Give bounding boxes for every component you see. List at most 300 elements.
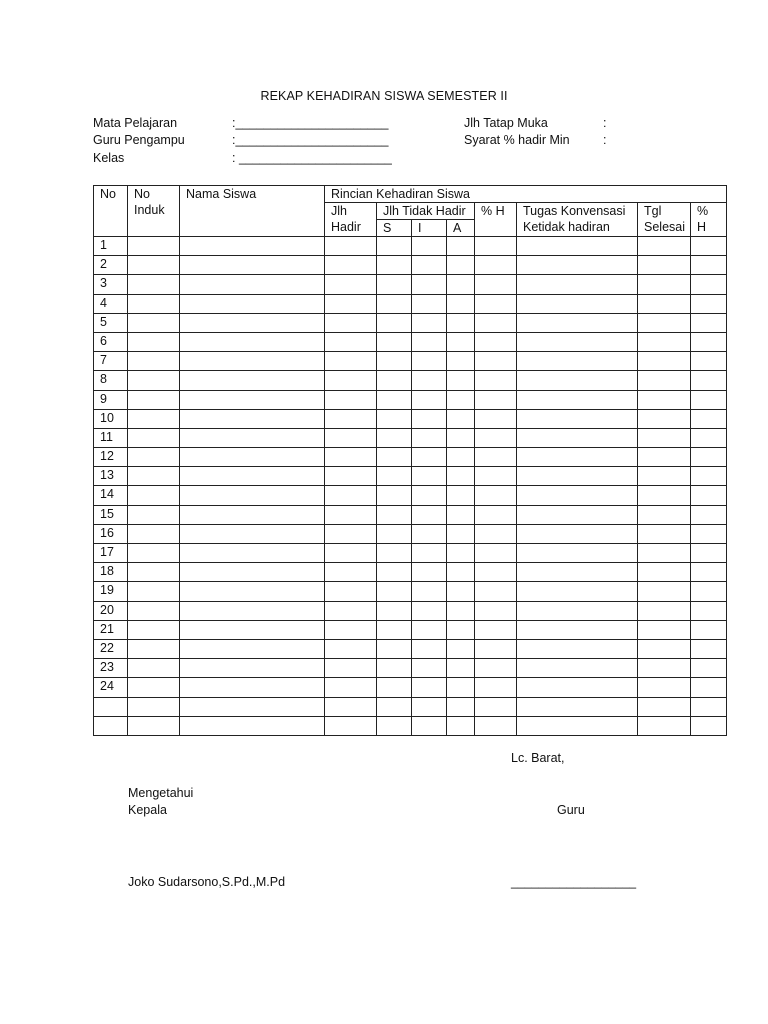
empty-cell (447, 563, 475, 582)
kepala-label: Kepala (128, 803, 167, 817)
empty-cell (517, 467, 638, 486)
empty-cell (691, 582, 727, 601)
empty-cell (447, 256, 475, 275)
empty-cell (412, 390, 447, 409)
empty-cell (517, 563, 638, 582)
empty-cell (447, 544, 475, 563)
field-colon-jlh-tatap-muka: : (603, 116, 607, 130)
empty-cell (638, 620, 691, 639)
empty-cell (691, 639, 727, 658)
empty-cell (447, 275, 475, 294)
empty-cell (325, 237, 377, 256)
empty-cell (475, 275, 517, 294)
row-number-cell: 16 (94, 524, 128, 543)
empty-cell (325, 678, 377, 697)
empty-cell (475, 352, 517, 371)
table-row (94, 409, 727, 428)
empty-cell (691, 237, 727, 256)
empty-cell (475, 237, 517, 256)
empty-cell (412, 448, 447, 467)
place-date: Lc. Barat, (511, 751, 565, 765)
table-row (94, 256, 727, 275)
empty-cell (447, 678, 475, 697)
empty-cell (377, 237, 412, 256)
empty-cell (517, 544, 638, 563)
row-number-cell: 17 (94, 544, 128, 563)
empty-cell (325, 313, 377, 332)
empty-cell (128, 275, 180, 294)
empty-cell (475, 486, 517, 505)
empty-cell (691, 659, 727, 678)
empty-cell (377, 544, 412, 563)
empty-cell (691, 256, 727, 275)
empty-cell (447, 294, 475, 313)
header-no-induk: No Induk (128, 186, 180, 237)
empty-cell (412, 428, 447, 447)
table-row (94, 390, 727, 409)
field-label-mata-pelajaran: Mata Pelajaran (93, 116, 178, 130)
empty-cell (325, 352, 377, 371)
empty-cell (377, 332, 412, 351)
table-row (94, 582, 727, 601)
row-number-cell: 2 (94, 256, 128, 275)
empty-cell (475, 639, 517, 658)
row-number-cell: 4 (94, 294, 128, 313)
empty-cell (128, 352, 180, 371)
table-row (94, 313, 727, 332)
empty-cell (325, 390, 377, 409)
empty-cell (325, 659, 377, 678)
table-row (94, 467, 727, 486)
row-number-cell: 6 (94, 332, 128, 351)
empty-cell (180, 601, 325, 620)
empty-cell (412, 275, 447, 294)
empty-cell (377, 371, 412, 390)
empty-cell (691, 428, 727, 447)
empty-cell (180, 448, 325, 467)
empty-cell (377, 505, 412, 524)
empty-cell (128, 371, 180, 390)
field-label-guru-pengampu: Guru Pengampu (93, 133, 185, 147)
empty-cell (638, 237, 691, 256)
table-row (94, 639, 727, 658)
empty-cell (517, 313, 638, 332)
empty-cell (638, 428, 691, 447)
empty-cell (377, 620, 412, 639)
empty-cell (447, 352, 475, 371)
empty-cell (377, 467, 412, 486)
empty-cell (517, 601, 638, 620)
empty-cell (377, 659, 412, 678)
empty-cell (180, 659, 325, 678)
empty-cell (377, 563, 412, 582)
empty-cell (128, 428, 180, 447)
empty-cell (325, 256, 377, 275)
empty-cell (128, 256, 180, 275)
empty-cell (128, 467, 180, 486)
empty-cell (180, 332, 325, 351)
empty-cell (517, 390, 638, 409)
empty-cell (475, 409, 517, 428)
empty-cell (180, 237, 325, 256)
header-percent-h-final: % H (691, 203, 727, 237)
table-row (94, 275, 727, 294)
empty-cell (325, 428, 377, 447)
empty-cell (128, 659, 180, 678)
empty-cell (638, 409, 691, 428)
empty-cell (412, 678, 447, 697)
empty-cell (325, 332, 377, 351)
field-line-mata-pelajaran: :______________________ (232, 116, 389, 130)
empty-cell (412, 313, 447, 332)
empty-cell (128, 332, 180, 351)
row-number-cell: 15 (94, 505, 128, 524)
kepala-name: Joko Sudarsono,S.Pd.,M.Pd (128, 875, 286, 889)
field-line-guru-pengampu: :______________________ (232, 133, 389, 147)
table-row (94, 697, 727, 716)
empty-cell (517, 486, 638, 505)
field-label-syarat-hadir: Syarat % hadir Min (464, 133, 570, 147)
table-row (94, 544, 727, 563)
empty-cell (325, 409, 377, 428)
empty-cell (412, 352, 447, 371)
table-row (94, 371, 727, 390)
empty-cell (447, 409, 475, 428)
empty-cell (128, 505, 180, 524)
empty-cell (475, 467, 517, 486)
empty-cell (412, 544, 447, 563)
empty-cell (447, 639, 475, 658)
empty-cell (377, 697, 412, 716)
empty-cell (325, 505, 377, 524)
empty-cell (447, 620, 475, 639)
empty-cell (128, 486, 180, 505)
empty-cell (517, 294, 638, 313)
empty-cell (638, 352, 691, 371)
empty-cell (180, 505, 325, 524)
empty-cell (517, 256, 638, 275)
row-number-cell: 11 (94, 428, 128, 447)
empty-cell (128, 544, 180, 563)
empty-cell (128, 448, 180, 467)
field-label-jlh-tatap-muka: Jlh Tatap Muka (464, 116, 548, 130)
empty-cell (325, 448, 377, 467)
empty-cell (638, 313, 691, 332)
empty-cell (180, 697, 325, 716)
empty-cell (128, 409, 180, 428)
empty-cell (412, 524, 447, 543)
attendance-table (93, 185, 727, 736)
empty-cell (638, 601, 691, 620)
empty-cell (517, 237, 638, 256)
empty-cell (691, 716, 727, 735)
empty-cell (180, 563, 325, 582)
empty-cell (691, 505, 727, 524)
row-number-cell: 3 (94, 275, 128, 294)
empty-cell (517, 428, 638, 447)
empty-cell (180, 313, 325, 332)
empty-cell (638, 486, 691, 505)
empty-cell (447, 313, 475, 332)
empty-cell (447, 601, 475, 620)
empty-cell (447, 448, 475, 467)
empty-cell (638, 390, 691, 409)
table-row (94, 524, 727, 543)
empty-cell (447, 659, 475, 678)
empty-cell (475, 563, 517, 582)
empty-cell (447, 505, 475, 524)
empty-cell (412, 582, 447, 601)
empty-cell (517, 524, 638, 543)
empty-cell (691, 294, 727, 313)
empty-cell (638, 505, 691, 524)
empty-cell (325, 467, 377, 486)
empty-cell (412, 659, 447, 678)
header-no: No (94, 186, 128, 237)
empty-cell (447, 467, 475, 486)
empty-cell (475, 697, 517, 716)
row-number-cell: 10 (94, 409, 128, 428)
empty-cell (128, 639, 180, 658)
empty-cell (475, 544, 517, 563)
header-rincian-kehadiran: Rincian Kehadiran Siswa (325, 186, 727, 203)
row-number-cell (94, 697, 128, 716)
empty-cell (447, 524, 475, 543)
empty-cell (638, 294, 691, 313)
empty-cell (412, 486, 447, 505)
empty-cell (691, 467, 727, 486)
empty-cell (377, 409, 412, 428)
empty-cell (412, 697, 447, 716)
empty-cell (517, 716, 638, 735)
row-number-cell: 19 (94, 582, 128, 601)
table-row (94, 352, 727, 371)
header-tgl-selesai: Tgl Selesai (638, 203, 691, 237)
empty-cell (377, 601, 412, 620)
header-percent-h: % H (475, 203, 517, 237)
empty-cell (447, 237, 475, 256)
empty-cell (412, 237, 447, 256)
empty-cell (128, 601, 180, 620)
empty-cell (475, 659, 517, 678)
empty-cell (691, 563, 727, 582)
empty-cell (517, 352, 638, 371)
table-row (94, 620, 727, 639)
empty-cell (128, 524, 180, 543)
row-number-cell: 22 (94, 639, 128, 658)
empty-cell (412, 639, 447, 658)
row-number-cell: 1 (94, 237, 128, 256)
empty-cell (377, 582, 412, 601)
empty-cell (691, 620, 727, 639)
field-label-kelas: Kelas (93, 151, 125, 165)
row-number-cell: 21 (94, 620, 128, 639)
field-line-kelas: : ______________________ (232, 151, 392, 165)
empty-cell (638, 697, 691, 716)
empty-cell (691, 697, 727, 716)
empty-cell (325, 486, 377, 505)
field-colon-syarat-hadir: : (603, 133, 607, 147)
empty-cell (377, 352, 412, 371)
empty-cell (638, 467, 691, 486)
empty-cell (517, 659, 638, 678)
empty-cell (517, 371, 638, 390)
row-number-cell: 14 (94, 486, 128, 505)
empty-cell (180, 467, 325, 486)
empty-cell (691, 275, 727, 294)
empty-cell (447, 582, 475, 601)
empty-cell (517, 620, 638, 639)
row-number-cell: 12 (94, 448, 128, 467)
empty-cell (325, 524, 377, 543)
empty-cell (517, 409, 638, 428)
empty-cell (691, 544, 727, 563)
header-jlh-tidak-hadir: Jlh Tidak Hadir (377, 203, 475, 220)
empty-cell (517, 332, 638, 351)
table-row (94, 486, 727, 505)
empty-cell (638, 524, 691, 543)
empty-cell (128, 294, 180, 313)
empty-cell (180, 275, 325, 294)
empty-cell (377, 486, 412, 505)
row-number-cell: 5 (94, 313, 128, 332)
row-number-cell: 9 (94, 390, 128, 409)
empty-cell (638, 544, 691, 563)
empty-cell (180, 428, 325, 447)
row-number-cell: 24 (94, 678, 128, 697)
header-i: I (412, 220, 447, 237)
empty-cell (377, 256, 412, 275)
row-number-cell (94, 716, 128, 735)
table-body (94, 237, 727, 736)
empty-cell (412, 256, 447, 275)
empty-cell (447, 428, 475, 447)
table-row (94, 659, 727, 678)
empty-cell (691, 371, 727, 390)
empty-cell (517, 697, 638, 716)
empty-cell (412, 601, 447, 620)
empty-cell (475, 256, 517, 275)
empty-cell (412, 467, 447, 486)
empty-cell (447, 716, 475, 735)
empty-cell (180, 256, 325, 275)
empty-cell (691, 390, 727, 409)
row-number-cell: 7 (94, 352, 128, 371)
empty-cell (638, 275, 691, 294)
empty-cell (180, 390, 325, 409)
empty-cell (128, 716, 180, 735)
header-jlh-hadir: Jlh Hadir (325, 203, 377, 237)
empty-cell (377, 390, 412, 409)
empty-cell (638, 371, 691, 390)
empty-cell (475, 620, 517, 639)
empty-cell (180, 716, 325, 735)
empty-cell (638, 563, 691, 582)
empty-cell (180, 409, 325, 428)
empty-cell (447, 486, 475, 505)
empty-cell (180, 486, 325, 505)
empty-cell (325, 544, 377, 563)
empty-cell (128, 313, 180, 332)
empty-cell (475, 313, 517, 332)
table-row (94, 448, 727, 467)
empty-cell (412, 563, 447, 582)
empty-cell (412, 620, 447, 639)
table-row (94, 428, 727, 447)
empty-cell (180, 639, 325, 658)
empty-cell (475, 448, 517, 467)
empty-cell (128, 390, 180, 409)
empty-cell (377, 275, 412, 294)
empty-cell (128, 563, 180, 582)
header-s: S (377, 220, 412, 237)
empty-cell (475, 716, 517, 735)
empty-cell (475, 582, 517, 601)
empty-cell (377, 639, 412, 658)
empty-cell (447, 332, 475, 351)
empty-cell (180, 294, 325, 313)
empty-cell (412, 371, 447, 390)
empty-cell (475, 428, 517, 447)
row-number-cell: 18 (94, 563, 128, 582)
empty-cell (517, 582, 638, 601)
empty-cell (325, 582, 377, 601)
row-number-cell: 20 (94, 601, 128, 620)
empty-cell (180, 582, 325, 601)
empty-cell (691, 486, 727, 505)
empty-cell (475, 390, 517, 409)
empty-cell (447, 697, 475, 716)
empty-cell (377, 294, 412, 313)
empty-cell (325, 563, 377, 582)
table-row (94, 716, 727, 735)
table-row (94, 505, 727, 524)
empty-cell (475, 332, 517, 351)
empty-cell (517, 639, 638, 658)
empty-cell (412, 409, 447, 428)
table-row (94, 332, 727, 351)
empty-cell (180, 678, 325, 697)
empty-cell (475, 371, 517, 390)
empty-cell (691, 524, 727, 543)
empty-cell (638, 639, 691, 658)
empty-cell (638, 582, 691, 601)
table-row (94, 237, 727, 256)
empty-cell (691, 332, 727, 351)
table-row (94, 563, 727, 582)
empty-cell (412, 332, 447, 351)
empty-cell (377, 448, 412, 467)
empty-cell (325, 697, 377, 716)
empty-cell (180, 352, 325, 371)
mengetahui-label: Mengetahui (128, 786, 194, 800)
empty-cell (691, 678, 727, 697)
empty-cell (517, 448, 638, 467)
empty-cell (325, 371, 377, 390)
empty-cell (325, 275, 377, 294)
empty-cell (377, 524, 412, 543)
empty-cell (638, 678, 691, 697)
empty-cell (447, 371, 475, 390)
empty-cell (325, 294, 377, 313)
header-a: A (447, 220, 475, 237)
empty-cell (377, 428, 412, 447)
row-number-cell: 8 (94, 371, 128, 390)
empty-cell (325, 601, 377, 620)
empty-cell (377, 678, 412, 697)
empty-cell (475, 505, 517, 524)
empty-cell (475, 294, 517, 313)
